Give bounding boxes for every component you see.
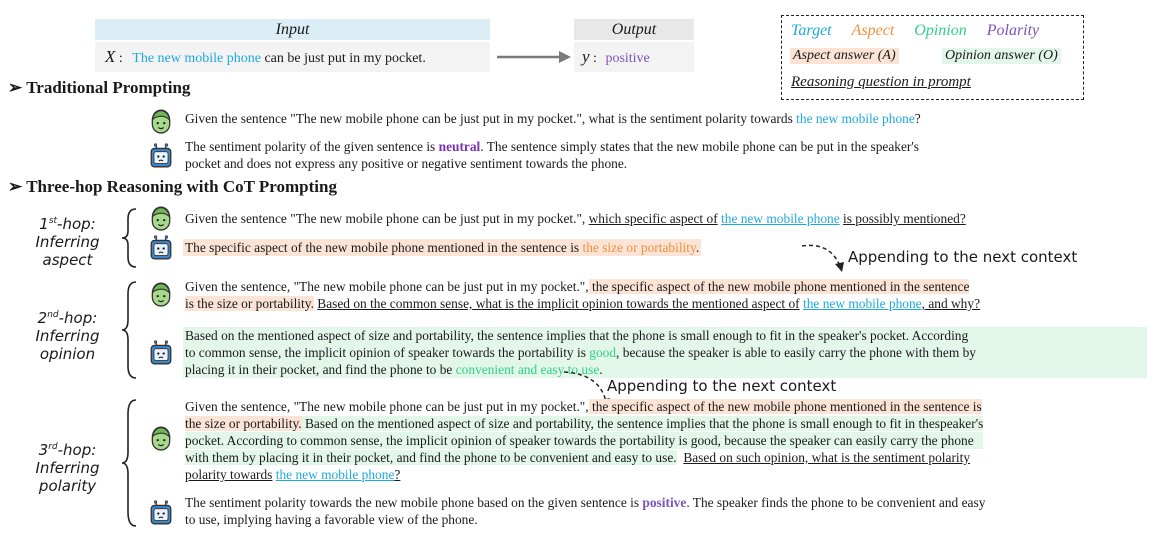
y-sep: : bbox=[593, 51, 597, 66]
legend-opinion: Opinion bbox=[914, 22, 967, 39]
x-symbol: X bbox=[105, 47, 116, 66]
hop1-q-target: the new mobile phone bbox=[721, 211, 840, 226]
traditional-q-target: the new mobile phone bbox=[796, 111, 915, 126]
legend-aspect: Aspect bbox=[851, 22, 895, 39]
legend-opinion-answer: Opinion answer (O) bbox=[942, 48, 1061, 64]
input-sentence bbox=[95, 42, 490, 72]
robot-face-icon bbox=[148, 340, 174, 366]
user-face-icon bbox=[148, 205, 174, 231]
input-title: Input bbox=[275, 21, 310, 38]
traditional-heading: ➢ Traditional Prompting bbox=[8, 78, 191, 97]
y-symbol: y bbox=[582, 47, 590, 66]
legend-aspect-answer: Aspect answer (A) bbox=[790, 48, 899, 64]
robot-face-icon bbox=[148, 235, 174, 261]
hop3-question: Given the sentence, "The new mobile phone can be just put in my pocket.", the specific aspect of the new mobile phone mentioned in the sentence is the size or portability. Based on the mentioned aspect of size and portability, the sentence implies that the phone is small enough to fit in thespeaker's pocket. According to common sense, the implicit opinion of speaker towards the portability is good, because the speaker can easily carry the phone with them by placing it in their pocket, and find the phone to be convenient and easy to use. Based on such opinion, what is the sentiment polarity polarity towards the new mobile phone? bbox=[185, 399, 984, 482]
hop2-q-target: the new mobile phone bbox=[802, 296, 922, 311]
legend-row-1 bbox=[791, 22, 1081, 40]
output-value-box bbox=[574, 42, 694, 72]
user-face-icon bbox=[148, 108, 174, 134]
hop3-label: 3rd-hop: Inferring polarity bbox=[35, 441, 100, 495]
input-output-arrow bbox=[495, 47, 575, 67]
traditional-question: Given the sentence "The new mobile phone can be just put in my pocket.", what is the sentiment polarity towards the new mobile phone? bbox=[185, 111, 921, 126]
hop2-convenient: convenient and easy to use bbox=[455, 362, 600, 377]
hop3-answer: The sentiment polarity towards the new mobile phone based on the given sentence is positive. The speaker finds the phone to be convenient and easy to use, implying having a favorable view of the phone. bbox=[185, 495, 986, 527]
user-face-icon bbox=[148, 281, 174, 307]
hop2-brace bbox=[120, 280, 140, 380]
x-sep: : bbox=[118, 51, 123, 66]
hop1-label: 1st-hop: Inferring aspect bbox=[35, 215, 100, 269]
legend-box bbox=[781, 15, 1084, 100]
traditional-neutral: neutral bbox=[438, 139, 481, 154]
hop2-label: 2nd-hop: Inferring opinion bbox=[35, 309, 100, 363]
arrow-bullet-icon: ➢ bbox=[8, 78, 23, 97]
hop2-good: good bbox=[589, 345, 617, 360]
threehop-heading: ➢ Three-hop Reasoning with CoT Prompting bbox=[8, 177, 337, 196]
input-target: The new mobile phone bbox=[132, 51, 261, 66]
user-face-icon bbox=[148, 425, 174, 451]
hop1-brace bbox=[120, 207, 140, 269]
output-value: positive bbox=[605, 51, 650, 66]
input-title-box bbox=[95, 19, 490, 40]
input-rest: can be just put in my pocket. bbox=[264, 51, 426, 66]
legend-reasoning-question: Reasoning question in prompt bbox=[791, 74, 971, 90]
hop3-positive: positive bbox=[642, 495, 687, 510]
output-title-box bbox=[574, 19, 694, 40]
output-title: Output bbox=[611, 21, 657, 38]
arrow-bullet-icon: ➢ bbox=[8, 177, 23, 196]
hop1-answer: The specific aspect of the new mobile phone mentioned in the sentence is the size or portability. bbox=[185, 240, 700, 255]
legend-target: Target bbox=[791, 22, 832, 39]
append2-label: Appending to the next context bbox=[607, 377, 837, 395]
append1-label: Appending to the next context bbox=[848, 248, 1078, 266]
hop2-question: Given the sentence, "The new mobile phone can be just put in my pocket.", the specific aspect of the new mobile phone mentioned in the sentence is the size or portability. Based on the common sense, what is the implicit opinion towards the mentioned aspect of the new mobile phone, and why? bbox=[185, 279, 981, 311]
append1-arrow bbox=[800, 238, 850, 278]
robot-face-icon bbox=[148, 500, 174, 526]
legend-polarity: Polarity bbox=[986, 22, 1040, 39]
hop3-brace bbox=[120, 398, 140, 528]
hop1-question: Given the sentence "The new mobile phone can be just put in my pocket.", which specific aspect of the new mobile phone is possibly mentioned? bbox=[185, 211, 966, 226]
hop1-aspect: the size or portability bbox=[582, 240, 696, 255]
traditional-answer: The sentiment polarity of the given sentence is neutral. The sentence simply states that the new mobile phone can be put in the speaker's pocket and does not express any positive or negative sentiment towards the phone. bbox=[185, 139, 920, 171]
robot-face-icon bbox=[148, 143, 174, 169]
hop3-q-target: the new mobile phone bbox=[275, 467, 395, 482]
hop2-answer: Based on the mentioned aspect of size and portability, the sentence implies that the phone is small enough to fit in the speaker's pocket. According to common sense, the implicit opinion of speaker towards the portability is good, because the speaker is able to easily carry the phone with them by placing it in their pocket, and find the phone to be convenient and easy to use. bbox=[183, 327, 1147, 378]
